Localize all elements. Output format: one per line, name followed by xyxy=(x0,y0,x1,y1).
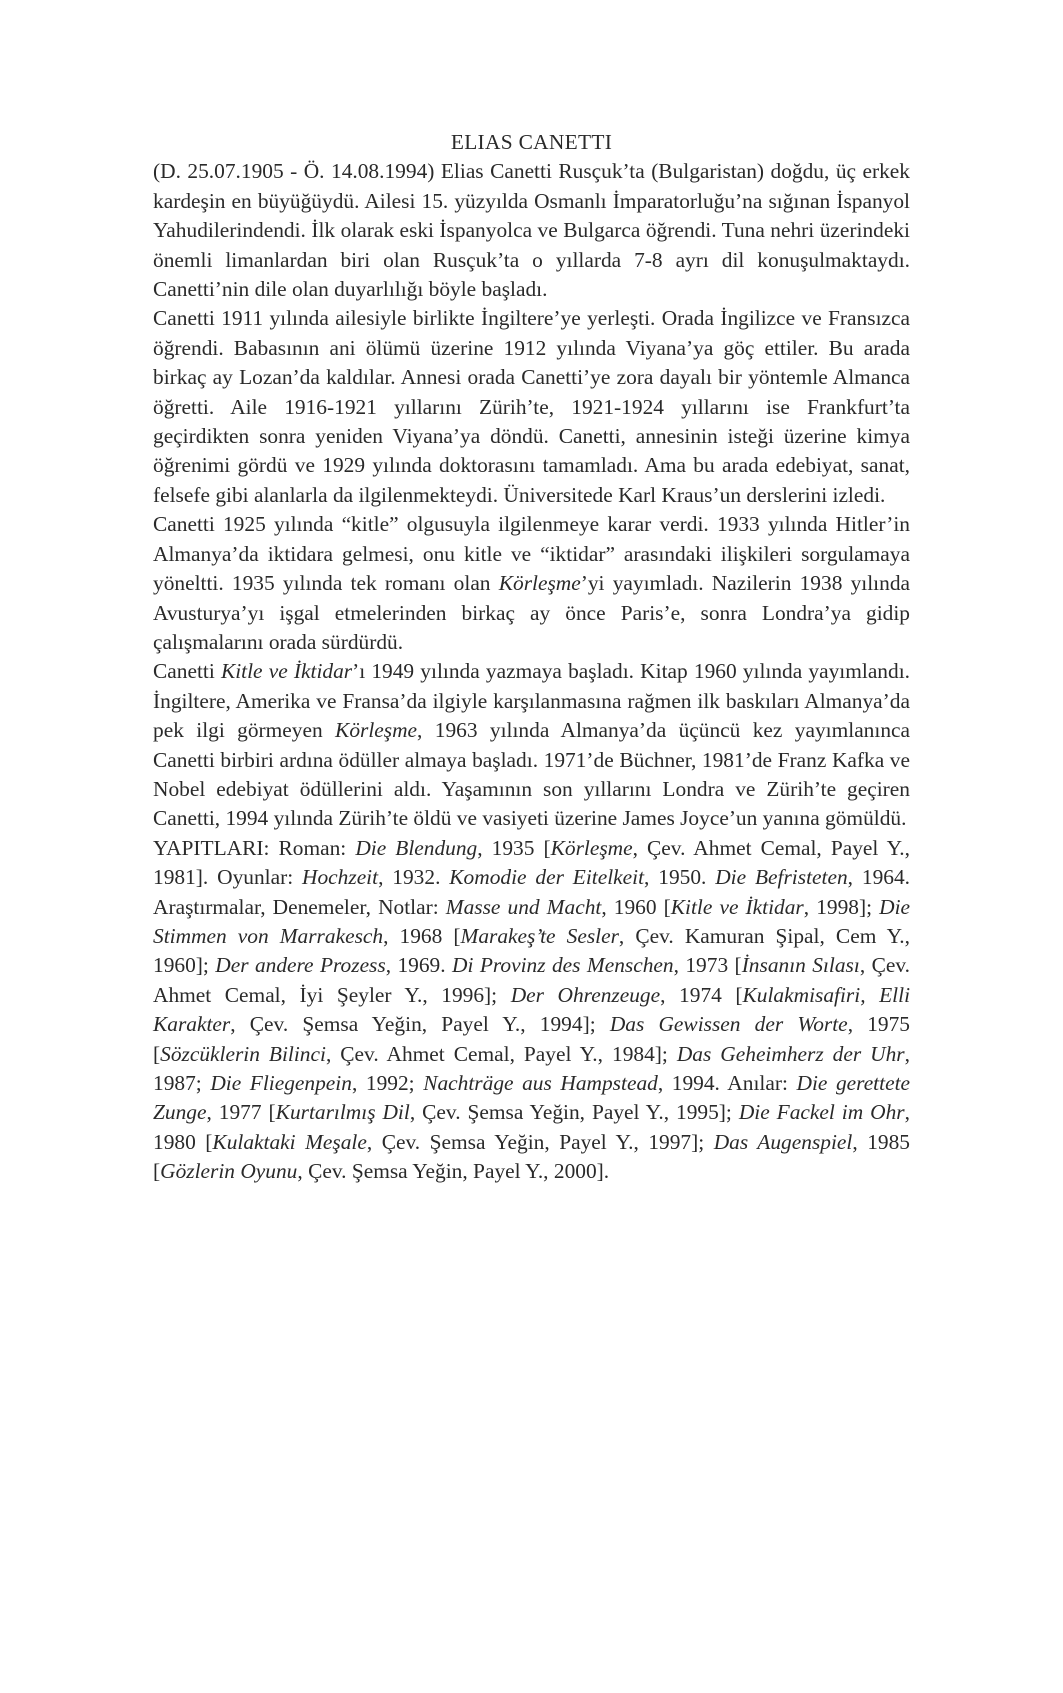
text-segment: Canetti 1925 yılında “kitle” olgusuyla ilgilenmeye karar verdi. 1933 yılında Hitler’in Almanya’da iktidara gelmesi, onu kitle ve “iktidar” arasındaki ilişkileri sorgulamaya yöneltti. 1935 yılında tek romanı olan xyxy=(153,512,910,596)
paragraph-works-list xyxy=(153,834,910,1187)
text-segment: ’ı 1949 yılında yazmaya başladı. Kitap 1960 yılında yayımlandı. İngiltere, Amerika ve Fransa’da ilgiyle karşılanmasına rağmen ilk baskıları Almanya’da pek ilgi görmeyen xyxy=(153,659,910,743)
text-segment: , 1980 [ xyxy=(153,1100,910,1154)
document-page xyxy=(153,128,910,1187)
text-segment: , 1985 [ xyxy=(153,1129,910,1184)
italic-title: Gözlerin Oyunu xyxy=(160,1159,298,1184)
text-segment: , 1998]; xyxy=(803,894,880,919)
italic-title: Die Befristeten xyxy=(715,865,848,890)
text-segment: , 1987; xyxy=(153,1041,910,1095)
text-segment: , 1969. xyxy=(385,953,453,978)
italic-title: Körleşme xyxy=(498,571,581,596)
text-segment: , 1974 [ xyxy=(660,982,743,1007)
page-title: ELIAS CANETTI xyxy=(450,130,613,154)
text-segment: , 1950. xyxy=(644,865,716,890)
italic-title: Kulaktaki Meşale xyxy=(212,1129,367,1154)
text-segment: , 1963 yılında Almanya’da üçüncü kez yayımlanınca Canetti birbiri ardına ödüller almaya başladı. 1971’de Büchner, 1981’de Franz Kafka ve Nobel edebiyat ödüllerini aldı. Yaşamının son yıllarını Londra ve Zürih’te geçiren Canetti, 1994 yılında Zürih’te öldü ve vasiyeti üzerine James Joyce’un yanına gömüldü. xyxy=(153,718,911,831)
italic-title: Das Augenspiel xyxy=(713,1129,853,1154)
italic-title: Di Provinz des Menschen xyxy=(452,953,674,978)
text-segment: , 1975 [ xyxy=(153,1012,911,1066)
italic-title: Hochzeit xyxy=(302,865,379,890)
italic-title: Die Stimmen von Marrakesch xyxy=(153,894,911,948)
italic-title: Die gerettete Zunge xyxy=(153,1071,911,1125)
italic-title: Kitle ve İktidar xyxy=(670,894,804,919)
italic-title: Körleşme xyxy=(550,835,633,860)
text-segment: , 1992; xyxy=(351,1071,424,1095)
italic-title: Kitle ve İktidar xyxy=(220,659,353,684)
document-body xyxy=(153,157,910,1186)
text-segment: , Çev. Ahmet Cemal, İyi Şeyler Y., 1996]; xyxy=(153,953,910,1007)
text-segment: ’yi yayımladı. Nazilerin 1938 yılında Avusturya’yı işgal etmelerinden birkaç ay önce Paris’e, sonra Londra’ya gidip çalışmalarını orada sürdürdü. xyxy=(153,571,911,654)
italic-title: Masse und Macht xyxy=(445,894,602,919)
text-segment: , Çev. Şemsa Yeğin, Payel Y., 2000]. xyxy=(297,1159,610,1184)
italic-title: Komodie der Eitelkeit xyxy=(449,865,645,890)
text-segment: (D. 25.07.1905 - Ö. 14.08.1994) Elias Canetti Rusçuk’ta (Bulgaristan) doğdu, üç erkek kardeşin en büyüğüydü. Ailesi 15. yüzyılda Osmanlı İmparatorluğu’na sığınan İspanyol Yahudilerindendi. İlk olarak eski İspanyolca ve Bulgarca öğrendi. Tuna nehri üzerindeki önemli limanlardan biri olan Rusçuk’ta o yıllarda 7-8 ayrı dil konuşulmaktaydı. Canetti’nin dile olan duyarlılığı böyle başladı. xyxy=(153,159,910,302)
text-segment: , 1994. Anılar: xyxy=(657,1071,797,1095)
text-segment: , Çev. Şemsa Yeğin, Payel Y., 1994]; xyxy=(230,1012,610,1037)
text-segment: , Çev. Ahmet Cemal, Payel Y., 1984]; xyxy=(325,1041,677,1066)
text-segment: Canetti xyxy=(153,659,221,684)
text-segment: , 1935 [ xyxy=(477,835,551,860)
italic-title: Das Gewissen der Worte xyxy=(609,1012,848,1037)
italic-title: Der Ohrenzeuge xyxy=(510,982,661,1007)
text-segment: , 1973 [ xyxy=(673,953,742,978)
paragraph-biography-kitle xyxy=(153,510,910,657)
italic-title: Das Geheimherz der Uhr xyxy=(676,1041,905,1066)
italic-title: Der andere Prozess xyxy=(215,953,386,978)
italic-title: Sözcüklerin Bilinci xyxy=(160,1041,326,1066)
italic-title: Nachträge aus Hampstead xyxy=(423,1071,658,1095)
italic-title: Körleşme xyxy=(335,718,418,743)
text-segment: , Çev. Şemsa Yeğin, Payel Y., 1997]; xyxy=(366,1129,714,1154)
paragraph-biography-intro xyxy=(153,157,910,304)
text-segment: , Çev. Şemsa Yeğin, Payel Y., 1995]; xyxy=(409,1100,739,1125)
italic-title: Marakeş’te Sesler xyxy=(460,923,619,948)
italic-title: Die Fliegenpein xyxy=(210,1071,352,1095)
italic-title: İnsanın Sılası xyxy=(741,953,860,978)
text-segment: , 1960 [ xyxy=(601,894,671,919)
text-segment: , Çev. Ahmet Cemal, Payel Y., 1981]. Oyunlar: xyxy=(153,835,910,890)
text-segment: , Çev. Kamuran Şipal, Cem Y., 1960]; xyxy=(153,923,911,978)
italic-title: Die Blendung xyxy=(355,835,478,860)
text-segment: Canetti 1911 yılında ailesiyle birlikte İngiltere’ye yerleşti. Orada İngilizce ve Fransızca öğrendi. Babasının ani ölümü üzerine 1912 yılında Viyana’ya göç ettiler. Bu arada birkaç ay Lozan’da kaldılar. Annesi orada Canetti’ye zora dayalı bir yöntemle Almanca öğretti. Aile 1916-1921 yıllarını Zürih’te, 1921-1924 yıllarını ise Frankfurt’ta geçirdikten sonra yeniden Viyana’ya döndü. Canetti, annesinin isteği üzerine kimya öğrenimi gördü ve 1929 yılında doktorasını tamamladı. Ama bu arada edebiyat, sanat, felsefe gibi alanlarla da ilgilenmekteydi. Üniversitede Karl Kraus’un derslerini izledi. xyxy=(153,306,910,507)
text-segment: , 1932. xyxy=(378,865,450,890)
text-segment: , 1977 [ xyxy=(206,1100,276,1125)
text-segment: YAPITLARI: Roman: xyxy=(153,835,356,860)
italic-title: Kurtarılmış Dil xyxy=(275,1100,410,1125)
italic-title: Die Fackel im Ohr xyxy=(738,1100,905,1125)
paragraph-biography-career xyxy=(153,657,910,833)
paragraph-biography-education xyxy=(153,304,910,510)
italic-title: Kulakmisafiri, Elli Karakter xyxy=(153,982,911,1037)
text-segment: , 1964. Araştırmalar, Denemeler, Notlar: xyxy=(153,865,910,919)
text-segment: , 1968 [ xyxy=(383,923,461,948)
